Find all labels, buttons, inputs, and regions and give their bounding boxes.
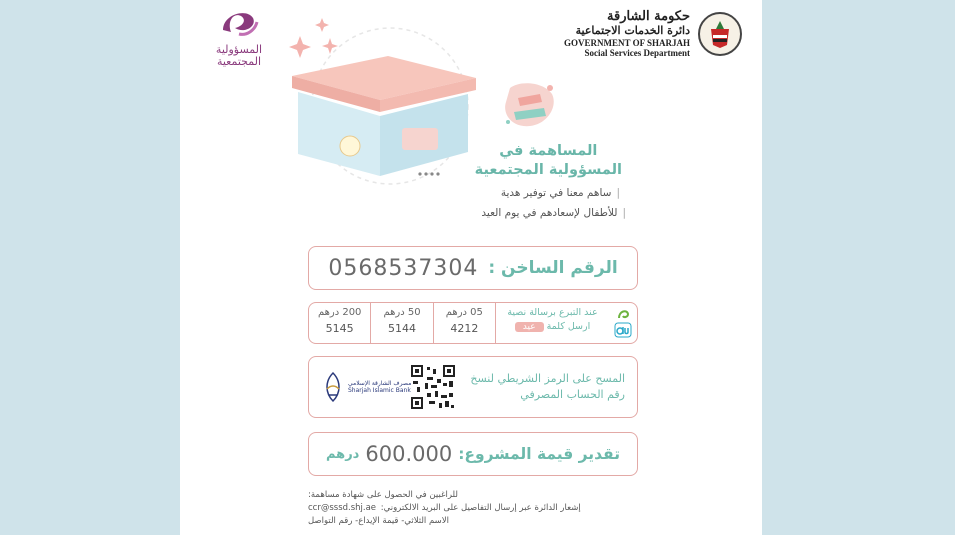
footer-line-3: الاسم الثلاثي- قيمة الإيداع- رقم التواصل (308, 515, 449, 526)
amount-code: 4212 (450, 322, 479, 335)
csr-logo (204, 6, 274, 68)
sms-intro-line-2: ارسل كلمة عيد (500, 321, 605, 332)
gift-box-illustration (280, 16, 480, 186)
sparkle-icon (315, 18, 329, 32)
subtitle-line-2: |للأطفال لإسعادهم في يوم العيد (481, 207, 626, 219)
sharjah-islamic-bank-logo (321, 371, 411, 403)
csr-swirl-icon (217, 6, 261, 40)
estimate-unit: درهم (325, 446, 360, 462)
contact-email[interactable]: ccr@sssd.shj.ae (308, 502, 377, 513)
sms-donation-card (308, 302, 638, 344)
bank-line-1: المسح على الرمز الشريطي لنسخ (470, 372, 625, 385)
gov-name-ar: حكومة الشارقة (607, 9, 690, 24)
eid-badge (500, 80, 558, 136)
sms-amount-option (433, 303, 495, 343)
estimate-value: 600.000 (365, 442, 453, 466)
du-logo-icon (614, 322, 632, 338)
amount-label: 200 درهم (317, 307, 362, 318)
headline-line-1: المساهمة في (499, 143, 598, 159)
hotline-label: الرقم الساخن : (488, 258, 618, 278)
amount-label: 05 درهم (445, 307, 483, 318)
government-header (564, 10, 742, 58)
project-estimate-card (308, 432, 638, 476)
sms-amount-option (309, 303, 370, 343)
sms-amount-option (370, 303, 432, 343)
bank-transfer-card (308, 356, 638, 418)
etisalat-logo-icon (616, 308, 630, 320)
dept-name-en: Social Services Department (584, 47, 690, 58)
sparkle-icon (322, 38, 338, 54)
bank-line-2: رقم الحساب المصرفي (520, 387, 625, 401)
operators (609, 303, 637, 343)
bank-name-en: Sharjah Islamic Bank (348, 387, 411, 394)
csr-logo-text-2: المجتمعية (216, 55, 262, 69)
amount-code: 5145 (325, 322, 354, 335)
hotline-card (308, 246, 638, 290)
headline-line-2: المسؤولية المجتمعية (474, 161, 622, 178)
csr-logo-text-1: المسؤولية (215, 43, 263, 56)
footer-line-1: للراغبين في الحصول على شهادة مساهمة: (308, 490, 458, 500)
headline (475, 142, 622, 180)
certificate-instructions (308, 489, 638, 527)
hotline-number[interactable]: 0568537304 (328, 255, 479, 281)
sms-keyword: عيد (515, 322, 544, 332)
poster (180, 0, 762, 535)
dept-name-ar: دائرة الخدمات الاجتماعية (575, 23, 690, 37)
gov-name-en: GOVERNMENT OF SHARJAH (563, 37, 690, 48)
sparkle-icon (289, 36, 311, 58)
amount-code: 5144 (388, 322, 416, 335)
sharjah-emblem-icon (698, 12, 742, 56)
sms-instructions (495, 303, 609, 343)
footer-line-2: إشعار الدائرة عبر إرسال التفاصيل على البريد الالكتروني: ccr@sssd.shj.ae (308, 502, 581, 513)
bank-name-ar: مصرف الشارقة الإسلامي (348, 379, 412, 387)
estimate-label: تقدير قيمة المشروع: (458, 445, 621, 463)
bank-emblem-icon (321, 371, 345, 403)
subtitle-line-1: |ساهم معنا في توفير هدية (500, 187, 620, 199)
sms-intro-line-1: عند التبرع برسالة نصية (507, 307, 598, 318)
bank-instructions (470, 371, 625, 403)
amount-label: 50 درهم (383, 307, 421, 318)
qr-code-icon[interactable] (409, 363, 457, 411)
